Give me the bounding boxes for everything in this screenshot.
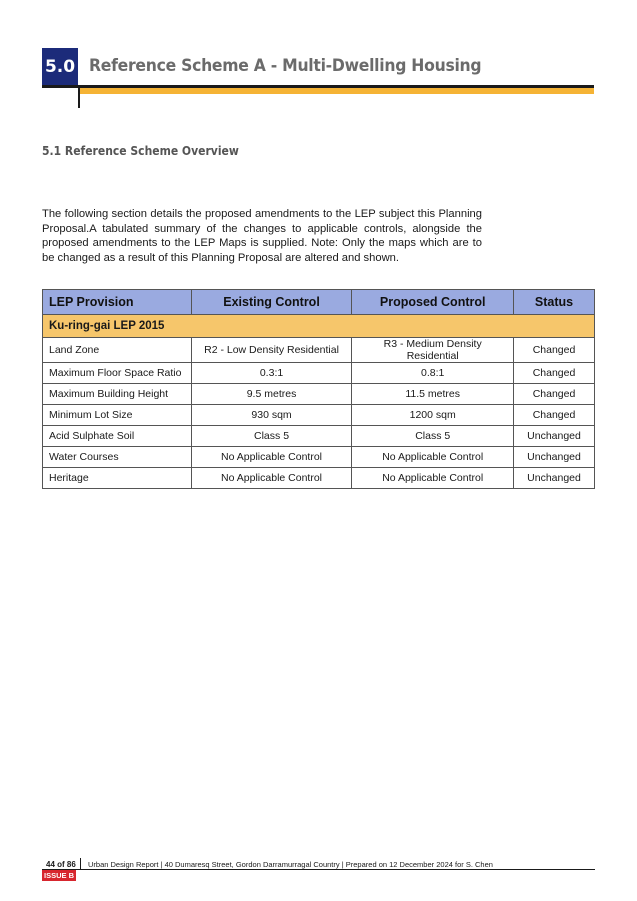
header-vertical-rule — [78, 86, 80, 108]
table-cell: R2 - Low Density Residential — [191, 338, 352, 363]
table-cell: 9.5 metres — [191, 384, 352, 405]
table-cell: Changed — [514, 363, 595, 384]
table-cell: 0.8:1 — [352, 363, 514, 384]
page-number: 44 of 86 — [46, 860, 76, 869]
table-cell: Water Courses — [43, 447, 192, 468]
column-header: Existing Control — [191, 290, 352, 315]
table-cell: Unchanged — [514, 426, 595, 447]
table-cell: Unchanged — [514, 468, 595, 489]
header-accent-bar — [80, 88, 594, 94]
table-cell: Class 5 — [191, 426, 352, 447]
table-header-row — [43, 290, 595, 315]
table-cell: No Applicable Control — [191, 468, 352, 489]
table-group-row — [43, 315, 595, 338]
table-cell: Acid Sulphate Soil — [43, 426, 192, 447]
table-cell: No Applicable Control — [352, 447, 514, 468]
table-cell: No Applicable Control — [352, 468, 514, 489]
table-row — [43, 384, 595, 405]
table-cell: Maximum Floor Space Ratio — [43, 363, 192, 384]
table-cell: Changed — [514, 384, 595, 405]
table-cell: Class 5 — [352, 426, 514, 447]
page-title: Reference Scheme A - Multi-Dwelling Housing — [89, 56, 482, 76]
column-header: Status — [514, 290, 595, 315]
group-label: Ku-ring-gai LEP 2015 — [43, 315, 595, 338]
section-number-badge: 5.0 — [42, 48, 78, 86]
subsection-title: 5.1 Reference Scheme Overview — [42, 144, 239, 158]
table-cell: 1200 sqm — [352, 405, 514, 426]
page-header — [0, 0, 637, 110]
table-cell: Changed — [514, 405, 595, 426]
column-header: Proposed Control — [352, 290, 514, 315]
page-footer — [42, 858, 595, 888]
footer-document-info: Urban Design Report | 40 Dumaresq Street, Gordon Darramurragal Country | Prepared on 12 December 2024 for S. Chen — [88, 860, 493, 869]
table-row — [43, 338, 595, 363]
table-row — [43, 363, 595, 384]
table-cell: 0.3:1 — [191, 363, 352, 384]
table-cell: Minimum Lot Size — [43, 405, 192, 426]
table-cell: Land Zone — [43, 338, 192, 363]
table-cell: 11.5 metres — [352, 384, 514, 405]
table-cell: 930 sqm — [191, 405, 352, 426]
intro-paragraph: The following section details the proposed amendments to the LEP subject this Planning Proposal.A tabulated summary of the changes to applicable controls, alongside the proposed amendments to the LEP Maps is supplied. Note: Only the maps which are to be changed as a result of this Planning Proposal are altered and shown. — [42, 208, 482, 264]
table-row — [43, 426, 595, 447]
table-row — [43, 405, 595, 426]
issue-badge: ISSUE B — [43, 871, 74, 880]
table-cell: Maximum Building Height — [43, 384, 192, 405]
table-row — [43, 468, 595, 489]
footer-rule — [42, 869, 595, 870]
table-cell: R3 - Medium Density Residential — [352, 338, 514, 363]
lep-provisions-table — [42, 289, 595, 489]
table-row — [43, 447, 595, 468]
table-cell: Heritage — [43, 468, 192, 489]
table-cell: Changed — [514, 338, 595, 363]
table-cell: No Applicable Control — [191, 447, 352, 468]
column-header: LEP Provision — [43, 290, 192, 315]
table-cell: Unchanged — [514, 447, 595, 468]
